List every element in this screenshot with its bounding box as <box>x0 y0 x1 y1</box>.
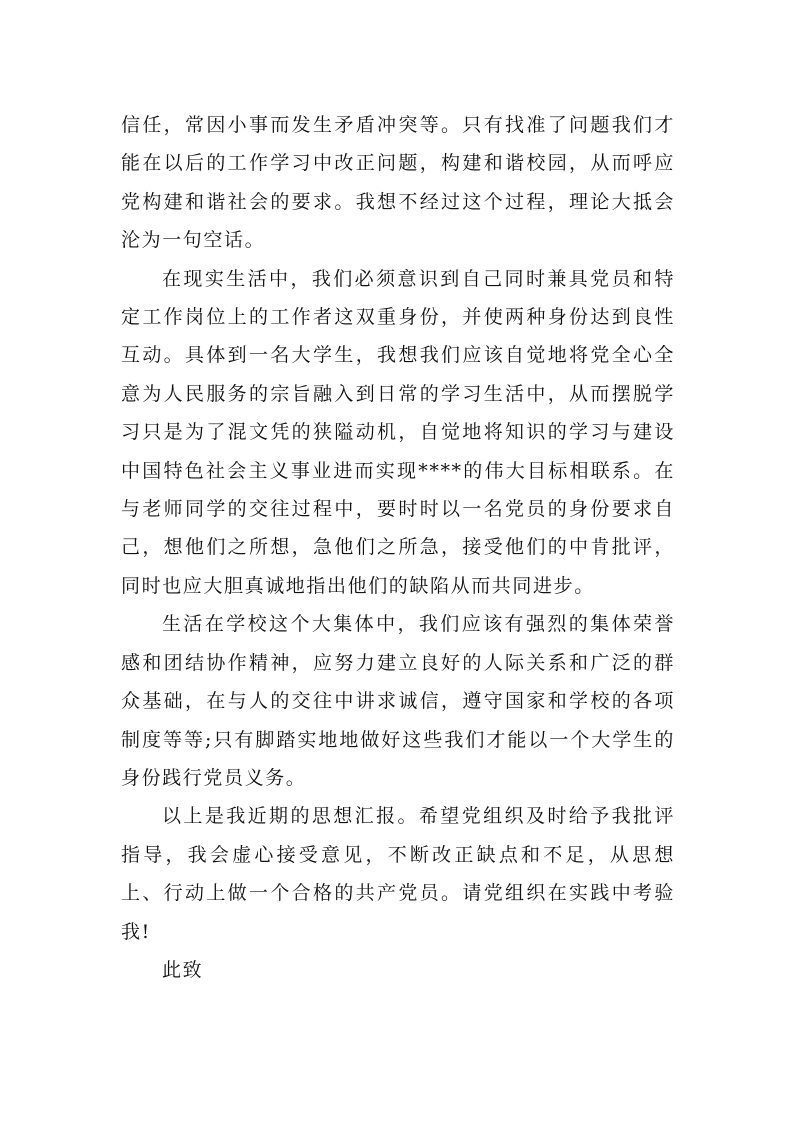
paragraph-conclusion: 以上是我近期的思想汇报。希望党组织及时给予我批评指导，我会虚心接受意见，不断改正缺点和不足，从思想上、行动上做一个合格的共产党员。请党组织在实践中考验我! <box>121 805 675 943</box>
paragraph-collective: 生活在学校这个大集体中，我们应该有强烈的集体荣誉感和团结协作精神，应努力建立良好的人际关系和广泛的群众基础，在与人的交往中讲求诚信，遵守国家和学校的各项制度等等;只有脚踏实地地做好这些我们才能以一个大学生的身份践行党员义务。 <box>121 613 675 789</box>
paragraph-continued: 信任，常因小事而发生矛盾冲突等。只有找准了问题我们才能在以后的工作学习中改正问题，构建和谐校园，从而呼应党构建和谐社会的要求。我想不经过这个过程，理论大抵会沦为一句空话。 <box>121 114 675 252</box>
document-body <box>121 106 675 989</box>
closing-salutation: 此致 <box>162 958 204 981</box>
paragraph-dual-identity: 在现实生活中，我们必须意识到自己同时兼具党员和特定工作岗位上的工作者这双重身份，并使两种身份达到良性互动。具体到一名大学生，我想我们应该自觉地将党全心全意为人民服务的宗旨融入到日常的学习生活中，从而摆脱学习只是为了混文凭的狭隘动机，自觉地将知识的学习与建设中国特色社会主义事业进而实现****的伟大目标相联系。在与老师同学的交往过程中，要时时以一名党员的身份要求自己，想他们之所想，急他们之所急，接受他们的中肯批评，同时也应大胆真诚地指出他们的缺陷从而共同进步。 <box>121 267 675 597</box>
